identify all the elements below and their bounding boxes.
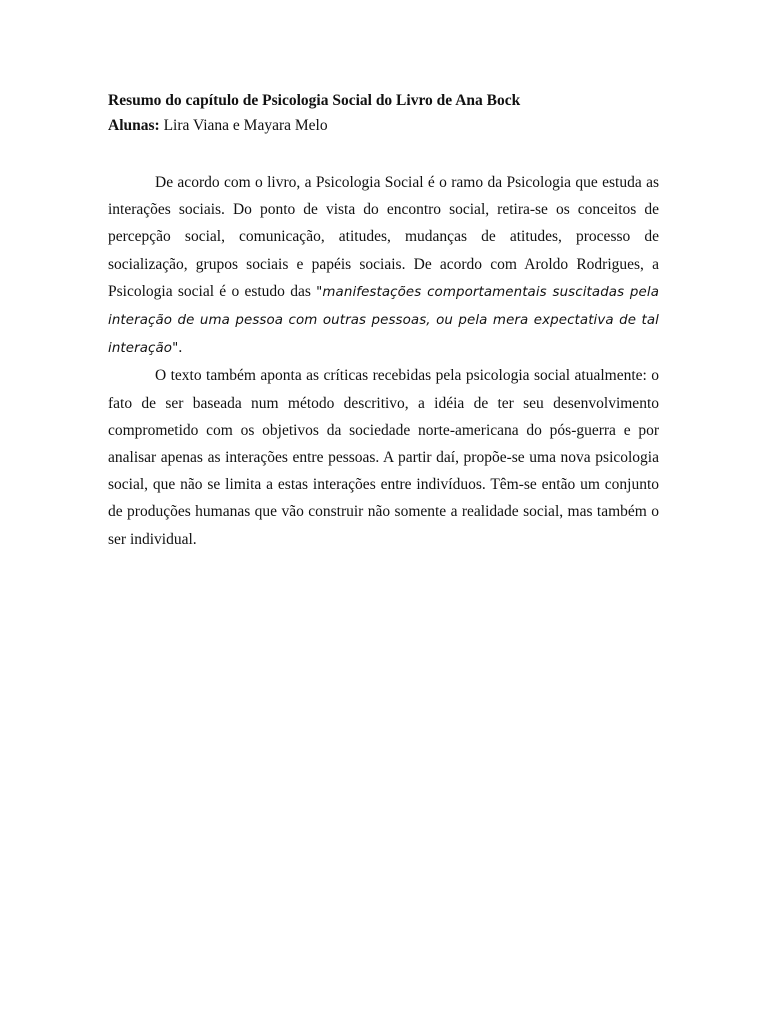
students-line [108, 115, 659, 137]
paragraph-1-text: De acordo com o livro, a Psicologia Social é o ramo da Psicologia que estuda as interações sociais. Do ponto de vista do encontro social, retira-se os conceitos de percepção social, comunicação, atitudes, mudanças de atitudes, processo de socialização, grupos sociais e papéis sociais. De acordo com Aroldo Rodrigues, a Psicologia social é o estudo das [108, 174, 659, 300]
paragraph-1-end: . [178, 339, 183, 357]
paragraph-2: O texto também aponta as críticas recebidas pela psicologia social atualmente: o fato de ser baseada num método descritivo, a idéia de ter seu desenvolvimento comprometido com os objetivos da sociedade norte-americana do pós-guerra e por analisar apenas as interações entre pessoas. A partir daí, propõe-se uma nova psicologia social, que não se limita a estas interações entre indivíduos. Têm-se então um conjunto de produções humanas que vão construir não somente a realidade social, mas também o ser individual. [108, 367, 659, 548]
paragraph-1 [108, 169, 659, 362]
paragraph-1-quote: "manifestações comportamentais suscitadas pela interação de uma pessoa com outras pessoas, ou pela mera expectativa de tal interação" [108, 284, 659, 357]
students-names: Lira Viana e Mayara Melo [159, 117, 328, 134]
document-title: Resumo do capítulo de Psicologia Social do Livro de Ana Bock [108, 92, 521, 109]
document-body [108, 90, 659, 553]
students-label: Alunas: [108, 117, 160, 134]
